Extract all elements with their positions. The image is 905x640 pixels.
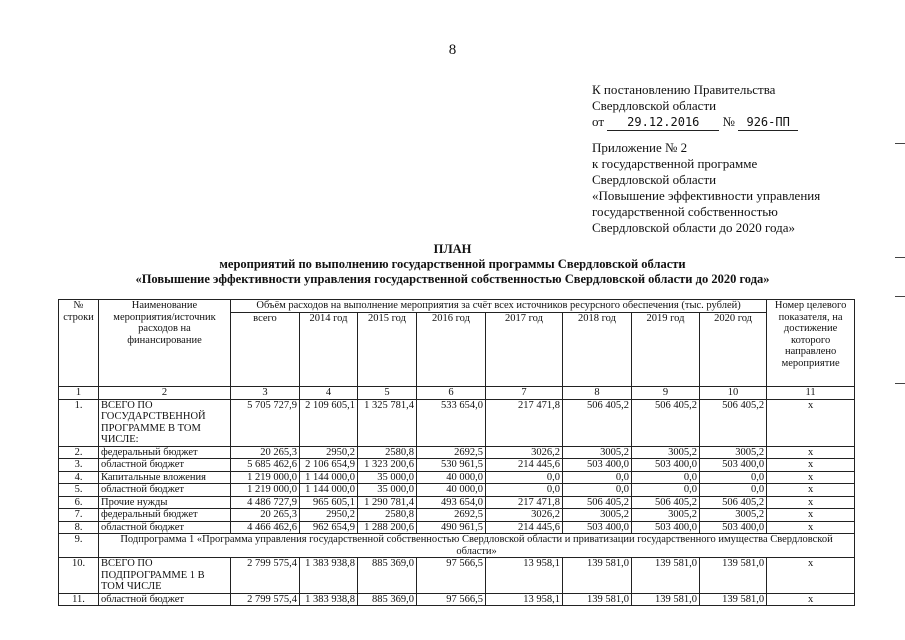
row-number: 9. [59, 534, 99, 558]
row-target: х [767, 496, 855, 509]
row-value: 506 405,2 [632, 496, 700, 509]
row-target: х [767, 446, 855, 459]
row-value: 139 581,0 [700, 593, 767, 606]
row-value: 493 654,0 [417, 496, 486, 509]
row-value: 1 325 781,4 [358, 399, 417, 446]
row-value: 217 471,8 [486, 496, 563, 509]
row-target: х [767, 484, 855, 497]
row-value: 139 581,0 [632, 593, 700, 606]
column-number: 9 [632, 387, 700, 400]
row-name: областной бюджет [99, 521, 231, 534]
row-value: 217 471,8 [486, 399, 563, 446]
column-number: 1 [59, 387, 99, 400]
row-number: 8. [59, 521, 99, 534]
row-name: федеральный бюджет [99, 509, 231, 522]
table-row [59, 471, 855, 484]
column-number: 10 [700, 387, 767, 400]
row-value: 2580,8 [358, 446, 417, 459]
appendix-line4: «Повышение эффективности управления [592, 188, 821, 203]
row-value: 35 000,0 [358, 471, 417, 484]
row-value: 20 265,3 [231, 446, 300, 459]
row-name: областной бюджет [99, 484, 231, 497]
table-row [59, 459, 855, 472]
row-name: Прочие нужды [99, 496, 231, 509]
row-value: 530 961,5 [417, 459, 486, 472]
appendix-line6: Свердловской области до 2020 года» [592, 220, 795, 235]
row-value: 13 958,1 [486, 593, 563, 606]
row-value: 3026,2 [486, 446, 563, 459]
header-line1: К постановлению Правительства [592, 82, 776, 97]
appendix-line1: Приложение № 2 [592, 140, 688, 155]
row-value: 40 000,0 [417, 484, 486, 497]
row-number: 10. [59, 558, 99, 594]
number-value: 926-ПП [738, 114, 798, 131]
row-value: 2692,5 [417, 446, 486, 459]
row-value: 35 000,0 [358, 484, 417, 497]
row-target: х [767, 521, 855, 534]
row-value: 20 265,3 [231, 509, 300, 522]
row-value: 503 400,0 [700, 521, 767, 534]
subprogram-title: Подпрограмма 1 «Программа управления государственной собственностью Свердловской области и приватизации государственного имущества Свердловской области» [99, 534, 855, 558]
row-value: 13 958,1 [486, 558, 563, 594]
row-name: Капитальные вложения [99, 471, 231, 484]
row-number: 1. [59, 399, 99, 446]
row-name: ВСЕГО ПО ПОДПРОГРАММЕ 1 В ТОМ ЧИСЛЕ [99, 558, 231, 594]
column-number: 4 [300, 387, 358, 400]
row-value: 533 654,0 [417, 399, 486, 446]
row-target: х [767, 509, 855, 522]
header-2017: 2017 год [486, 312, 563, 387]
column-number: 5 [358, 387, 417, 400]
row-target: х [767, 558, 855, 594]
header-date-line [592, 114, 798, 131]
date-value: 29.12.2016 [607, 114, 719, 131]
table-row [59, 484, 855, 497]
row-value: 2 799 575,4 [231, 558, 300, 594]
date-prefix: от [592, 114, 605, 129]
row-value: 503 400,0 [632, 521, 700, 534]
row-value: 506 405,2 [700, 496, 767, 509]
header-name: Наименование мероприятия/источник расходов на финансирование [99, 300, 231, 387]
header-2014: 2014 год [300, 312, 358, 387]
header-2019: 2019 год [632, 312, 700, 387]
row-value: 3005,2 [563, 509, 632, 522]
row-value: 506 405,2 [632, 399, 700, 446]
header-2018: 2018 год [563, 312, 632, 387]
row-value: 506 405,2 [700, 399, 767, 446]
row-value: 1 144 000,0 [300, 484, 358, 497]
row-value: 139 581,0 [563, 558, 632, 594]
table-row [59, 399, 855, 446]
row-target: х [767, 593, 855, 606]
row-value: 1 290 781,4 [358, 496, 417, 509]
row-number: 2. [59, 446, 99, 459]
appendix-line2: к государственной программе [592, 156, 758, 171]
row-value: 0,0 [486, 471, 563, 484]
plan-program-name: «Повышение эффективности управления государственной собственностью Свердловской области до 2020 года» [135, 272, 770, 286]
row-value: 503 400,0 [563, 459, 632, 472]
row-target: х [767, 471, 855, 484]
row-value: 0,0 [632, 471, 700, 484]
row-value: 3005,2 [700, 509, 767, 522]
table-body [59, 399, 855, 534]
row-name: областной бюджет [99, 459, 231, 472]
table-row [59, 558, 855, 594]
row-value: 2 109 605,1 [300, 399, 358, 446]
header-line2: Свердловской области [592, 98, 717, 113]
plan-subtitle: мероприятий по выполнению государственной программы Свердловской области [219, 257, 686, 271]
margin-mark [895, 143, 905, 144]
row-value: 1 323 200,6 [358, 459, 417, 472]
row-value: 1 219 000,0 [231, 484, 300, 497]
row-value: 97 566,5 [417, 593, 486, 606]
row-value: 0,0 [486, 484, 563, 497]
header-2020: 2020 год [700, 312, 767, 387]
row-value: 3005,2 [632, 509, 700, 522]
row-value: 503 400,0 [700, 459, 767, 472]
row-value: 5 685 462,6 [231, 459, 300, 472]
row-value: 1 383 938,8 [300, 558, 358, 594]
row-value: 2950,2 [300, 509, 358, 522]
row-target: х [767, 459, 855, 472]
row-value: 3005,2 [563, 446, 632, 459]
row-value: 97 566,5 [417, 558, 486, 594]
row-number: 3. [59, 459, 99, 472]
header-total: всего [231, 312, 300, 387]
column-number: 7 [486, 387, 563, 400]
margin-mark [895, 296, 905, 297]
row-value: 506 405,2 [563, 496, 632, 509]
header-volume: Объём расходов на выполнение мероприятия за счёт всех источников ресурсного обеспечения (тыс. рублей) [231, 300, 767, 313]
header-row-number: № строки [59, 300, 99, 387]
row-value: 0,0 [563, 471, 632, 484]
table-row [59, 521, 855, 534]
row-name: ВСЕГО ПО ГОСУДАРСТВЕННОЙ ПРОГРАММЕ В ТОМ ЧИСЛЕ: [99, 399, 231, 446]
column-number: 11 [767, 387, 855, 400]
row-value: 3005,2 [700, 446, 767, 459]
row-number: 6. [59, 496, 99, 509]
row-value: 5 705 727,9 [231, 399, 300, 446]
row-value: 0,0 [700, 471, 767, 484]
header-2015: 2015 год [358, 312, 417, 387]
row-value: 1 144 000,0 [300, 471, 358, 484]
row-value: 3026,2 [486, 509, 563, 522]
row-value: 503 400,0 [563, 521, 632, 534]
row-value: 139 581,0 [700, 558, 767, 594]
table-row [59, 496, 855, 509]
row-value: 40 000,0 [417, 471, 486, 484]
row-value: 1 288 200,6 [358, 521, 417, 534]
column-number-row [59, 387, 855, 400]
row-value: 2692,5 [417, 509, 486, 522]
row-value: 1 383 938,8 [300, 593, 358, 606]
table-row [59, 509, 855, 522]
row-value: 0,0 [563, 484, 632, 497]
column-number: 2 [99, 387, 231, 400]
row-value: 4 486 727,9 [231, 496, 300, 509]
row-value: 503 400,0 [632, 459, 700, 472]
row-number: 7. [59, 509, 99, 522]
row-value: 2580,8 [358, 509, 417, 522]
row-number: 4. [59, 471, 99, 484]
table-row [59, 593, 855, 606]
column-number: 6 [417, 387, 486, 400]
number-prefix: № [722, 114, 735, 129]
row-value: 214 445,6 [486, 459, 563, 472]
header-target: Номер целевого показателя, на достижение которого направлено мероприятие [767, 300, 855, 387]
row-name: федеральный бюджет [99, 446, 231, 459]
appendix-line5: государственной собственностью [592, 204, 778, 219]
column-number: 3 [231, 387, 300, 400]
table-body [59, 558, 855, 606]
plan-title: ПЛАН [433, 242, 472, 256]
row-value: 506 405,2 [563, 399, 632, 446]
row-value: 885 369,0 [358, 558, 417, 594]
row-value: 2 799 575,4 [231, 593, 300, 606]
row-value: 0,0 [632, 484, 700, 497]
page-number: 8 [448, 42, 457, 58]
row-value: 2950,2 [300, 446, 358, 459]
row-value: 139 581,0 [563, 593, 632, 606]
row-value: 885 369,0 [358, 593, 417, 606]
row-number: 11. [59, 593, 99, 606]
row-number: 5. [59, 484, 99, 497]
row-value: 490 961,5 [417, 521, 486, 534]
header-2016: 2016 год [417, 312, 486, 387]
appendix-line3: Свердловской области [592, 172, 717, 187]
row-value: 1 219 000,0 [231, 471, 300, 484]
row-value: 4 466 462,6 [231, 521, 300, 534]
row-value: 2 106 654,9 [300, 459, 358, 472]
row-value: 965 605,1 [300, 496, 358, 509]
row-value: 962 654,9 [300, 521, 358, 534]
row-value: 0,0 [700, 484, 767, 497]
row-value: 214 445,6 [486, 521, 563, 534]
column-number: 8 [563, 387, 632, 400]
row-value: 139 581,0 [632, 558, 700, 594]
row-value: 3005,2 [632, 446, 700, 459]
table-row [59, 446, 855, 459]
margin-mark [895, 383, 905, 384]
row-target: х [767, 399, 855, 446]
plan-table [58, 299, 855, 606]
row-name: областной бюджет [99, 593, 231, 606]
